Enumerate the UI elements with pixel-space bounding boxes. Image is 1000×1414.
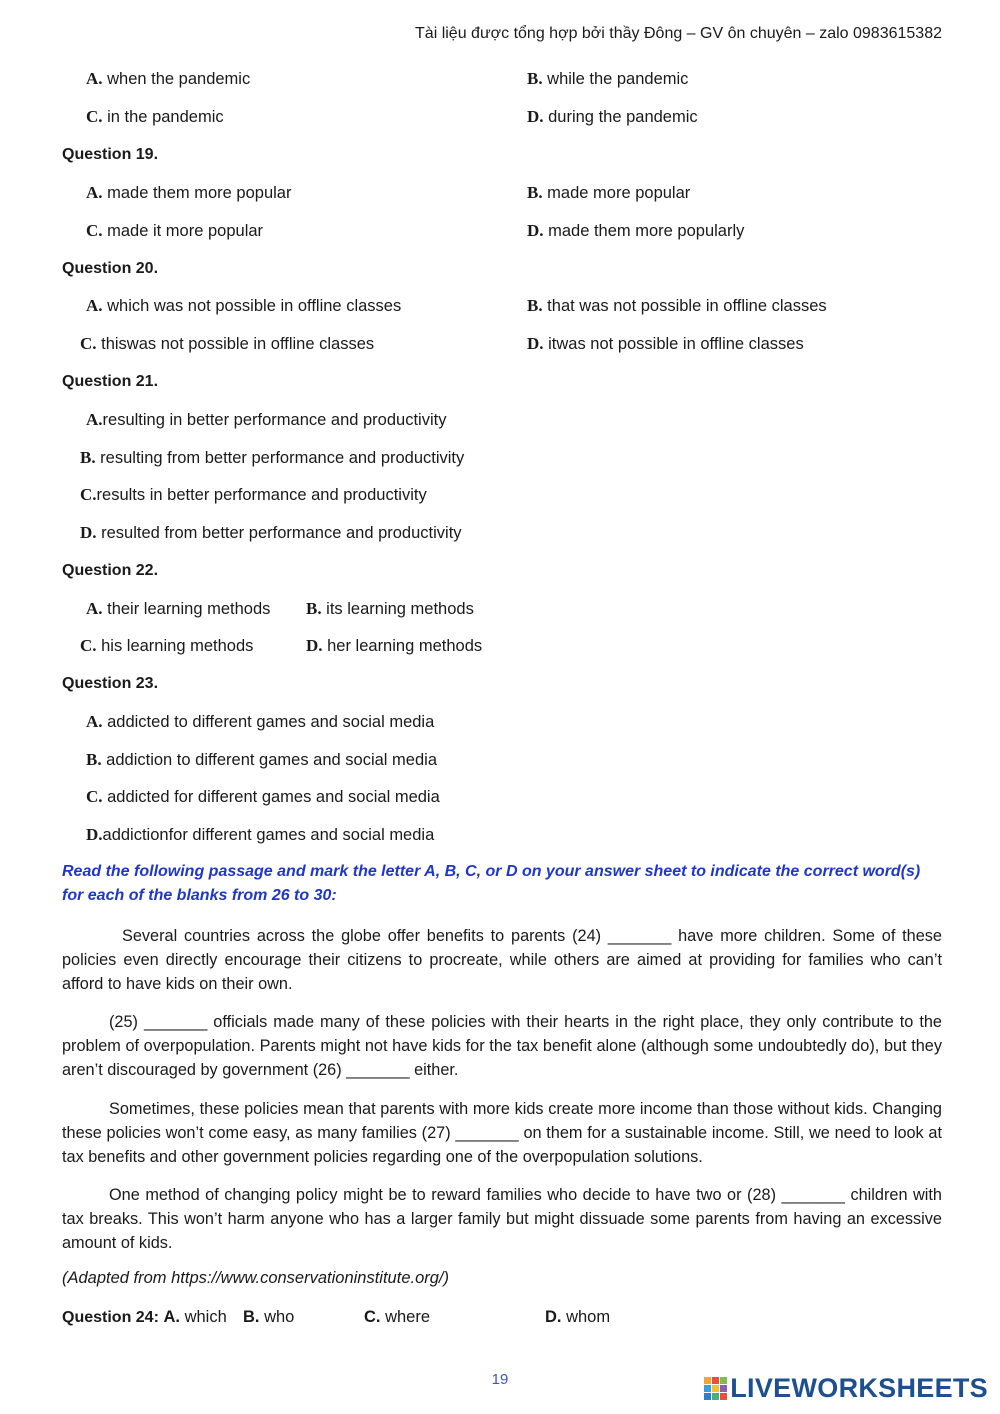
q20-option-a — [86, 296, 401, 316]
option-letter: A. — [86, 69, 103, 88]
q24-option-b — [243, 1308, 294, 1327]
option-text: addictionfor different games and social media — [102, 826, 435, 844]
q24-option-d — [545, 1308, 610, 1327]
option-text: thiswas not possible in offline classes — [96, 335, 375, 353]
option-text: when the pandemic — [102, 70, 251, 88]
option-letter: C. — [364, 1308, 381, 1326]
q18-option-c — [86, 107, 224, 127]
option-text: addiction to different games and social media — [101, 751, 437, 769]
q21-option-d — [80, 523, 462, 543]
option-text: addicted to different games and social media — [102, 713, 435, 731]
q22-option-c — [80, 636, 253, 656]
option-text: addicted for different games and social media — [102, 788, 440, 806]
option-letter: A. — [86, 599, 103, 618]
logo-grid-icon — [704, 1377, 727, 1400]
q23-option-c — [86, 787, 440, 807]
q21-option-c — [80, 485, 427, 505]
q22-option-b — [306, 599, 474, 619]
question-23-title: Question 23. — [62, 675, 159, 692]
passage-paragraph-4: One method of changing policy might be to reward families who decide to have two or (28) _______ children with tax breaks. This won’t harm anyone who has a larger family but might dissuade some parents from having an excessive amount of kids. — [62, 1186, 942, 1252]
question-19-title: Question 19. — [62, 146, 159, 163]
q24-option-c — [364, 1308, 430, 1327]
option-letter: B. — [86, 750, 102, 769]
option-text: made them more popularly — [543, 222, 745, 240]
logo-text: LIVEWORKSHEETS — [730, 1373, 988, 1403]
q24-option-a-letter: A. — [163, 1308, 180, 1326]
reading-instruction: Read the following passage and mark the letter A, B, C, or D on your answer sheet to indicate the correct word(s) for each of the blanks from 26 to 30: — [62, 863, 921, 904]
q19-option-a — [86, 183, 291, 203]
option-text: made it more popular — [102, 222, 264, 240]
option-letter: A. — [86, 410, 103, 429]
option-text: that was not possible in offline classes — [542, 297, 827, 315]
option-text: resulting from better performance and productivity — [95, 449, 465, 467]
option-letter: C. — [86, 787, 103, 806]
option-letter: D. — [80, 523, 97, 542]
option-letter: C. — [80, 485, 97, 504]
q22-option-d — [306, 636, 482, 656]
option-text: who — [259, 1308, 295, 1326]
option-text: results in better performance and productivity — [96, 486, 427, 504]
q18-option-a — [86, 69, 250, 89]
option-text: whom — [561, 1308, 611, 1326]
q18-option-d — [527, 107, 698, 127]
q21-option-a — [86, 410, 446, 430]
option-text: resulting in better performance and productivity — [102, 411, 447, 429]
passage-source: (Adapted from https://www.conservationinstitute.org/) — [62, 1269, 450, 1287]
option-letter: C. — [80, 636, 97, 655]
q21-option-b — [80, 448, 464, 468]
option-text: its learning methods — [321, 600, 474, 618]
q23-option-a — [86, 712, 434, 732]
q23-option-d — [86, 825, 434, 845]
option-letter: D. — [527, 107, 544, 126]
option-letter: A. — [86, 712, 103, 731]
option-letter: B. — [527, 183, 543, 202]
q19-option-b — [527, 183, 690, 203]
option-letter: C. — [80, 334, 97, 353]
option-letter: D. — [527, 221, 544, 240]
q20-option-b — [527, 296, 827, 316]
option-text: in the pandemic — [102, 108, 224, 126]
passage-paragraph-1: Several countries across the globe offer benefits to parents (24) _______ have more children. Some of these policies even directly encourage their citizens to procreate, while others are aimed at providing for families who can’t afford to have kids on their own. — [62, 927, 942, 993]
question-24-row — [62, 1308, 227, 1327]
option-text: resulted from better performance and productivity — [96, 524, 462, 542]
q22-option-a — [86, 599, 270, 619]
option-text: made them more popular — [102, 184, 292, 202]
q19-option-c — [86, 221, 263, 241]
option-letter: C. — [86, 221, 103, 240]
option-letter: B. — [306, 599, 322, 618]
option-letter: D. — [306, 636, 323, 655]
option-letter: A. — [86, 183, 103, 202]
q20-option-d — [527, 334, 804, 354]
option-letter: C. — [86, 107, 103, 126]
option-text: during the pandemic — [543, 108, 698, 126]
passage-paragraph-2: (25) _______ officials made many of these policies with their hearts in the right place, they only contribute to the problem of overpopulation. Parents might not have kids for the tax benefit alone (although some undoubtedly do), but they aren’t discouraged by government (26) _______ either. — [62, 1013, 942, 1079]
passage-paragraph-3: Sometimes, these policies mean that parents with more kids create more income than those without kids. Changing these policies won’t come easy, as many families (27) _______ on them for a sustainable income. Still, we need to look at tax benefits and other government policies regarding one of the overpopulation solutions. — [62, 1100, 942, 1166]
option-letter: A. — [86, 296, 103, 315]
option-text: made more popular — [542, 184, 691, 202]
option-letter: D. — [527, 334, 544, 353]
page-header: Tài liệu được tổng hợp bởi thầy Đông – GV ôn chuyên – zalo 0983615382 — [415, 25, 942, 42]
q18-option-b — [527, 69, 688, 89]
option-text: her learning methods — [322, 637, 483, 655]
q24-option-a-text: which — [180, 1308, 227, 1326]
q20-option-c — [80, 334, 374, 354]
option-letter: B. — [527, 296, 543, 315]
option-letter: D. — [545, 1308, 562, 1326]
option-text: where — [380, 1308, 431, 1326]
option-letter: D. — [86, 825, 103, 844]
option-text: itwas not possible in offline classes — [543, 335, 804, 353]
option-text: while the pandemic — [542, 70, 689, 88]
question-20-title: Question 20. — [62, 260, 159, 277]
option-text: which was not possible in offline classes — [102, 297, 402, 315]
liveworksheets-logo[interactable] — [704, 1373, 988, 1404]
option-letter: B. — [80, 448, 96, 467]
option-letter: B. — [527, 69, 543, 88]
q23-option-b — [86, 750, 437, 770]
option-letter: B. — [243, 1308, 260, 1326]
option-text: his learning methods — [96, 637, 254, 655]
option-text: their learning methods — [102, 600, 271, 618]
page-number: 19 — [491, 1371, 509, 1388]
q19-option-d — [527, 221, 744, 241]
question-22-title: Question 22. — [62, 562, 159, 579]
question-21-title: Question 21. — [62, 373, 159, 390]
question-24-title: Question 24: — [62, 1309, 159, 1326]
